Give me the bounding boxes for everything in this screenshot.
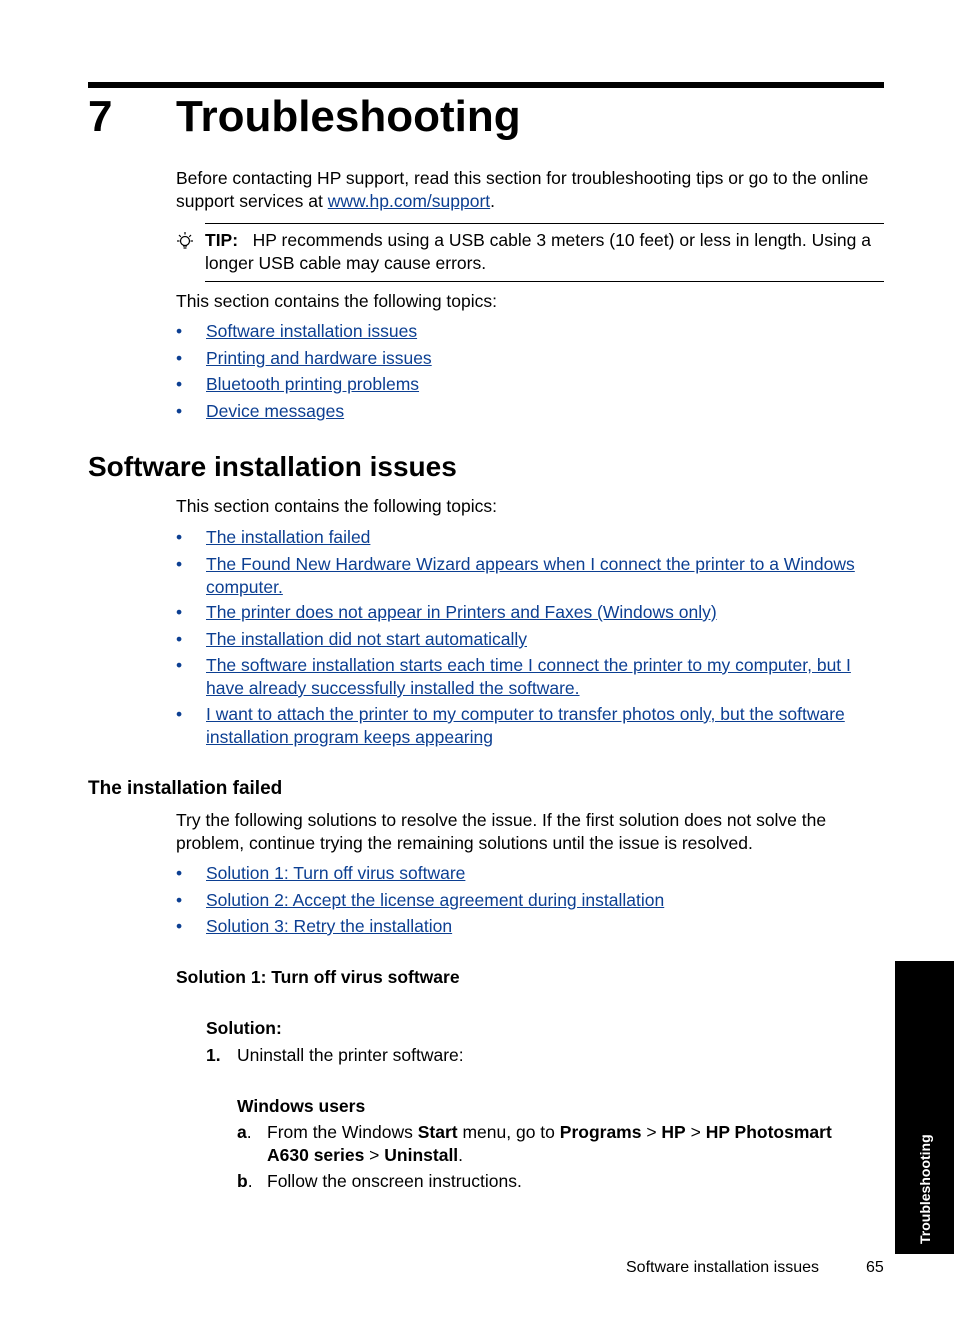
- substep-a-label: a.: [237, 1122, 252, 1142]
- list-item: • The Found New Hardware Wizard appears when I connect the printer to a Windows computer.: [176, 554, 855, 597]
- list-item: • Software installation issues: [176, 321, 418, 341]
- section-intro: This section contains the following topics:: [176, 496, 497, 516]
- topic-link-bluetooth[interactable]: Bluetooth printing problems: [206, 374, 420, 394]
- tip-label: TIP:: [205, 230, 239, 250]
- list-item: • Device messages: [176, 401, 345, 421]
- issue-link-starts-each-time[interactable]: The software installation starts each time I connect the printer to my computer, but I have already successfully installed the software.: [206, 655, 851, 698]
- chapter-rule: [88, 82, 884, 88]
- footer-section: Software installation issues: [626, 1259, 819, 1276]
- chapter-number: 7: [88, 92, 113, 141]
- step-number: 1.: [206, 1045, 221, 1065]
- list-item: • Printing and hardware issues: [176, 348, 432, 368]
- list-item: • Solution 2: Accept the license agreement during installation: [176, 890, 665, 910]
- substep-b-label: b.: [237, 1171, 253, 1191]
- chapter-title: Troubleshooting: [176, 92, 521, 141]
- intro-paragraph: Before contacting HP support, read this section for troubleshooting tips or go to the online support services at www.hp.com/support.: [176, 168, 869, 211]
- substep-b-text: Follow the onscreen instructions.: [267, 1171, 522, 1191]
- windows-users-heading: Windows users: [237, 1096, 366, 1116]
- chapter-side-tab: [895, 961, 954, 1254]
- tip-bottom-rule: [205, 281, 884, 282]
- intro-text: Before contacting HP support, read this section for troubleshooting tips or go to the online support services at: [176, 168, 869, 211]
- list-item: • Bluetooth printing problems: [176, 374, 420, 394]
- step-text: Uninstall the printer software:: [237, 1045, 464, 1065]
- list-item: • Solution 3: Retry the installation: [176, 916, 453, 936]
- section-heading: Software installation issues: [88, 451, 457, 482]
- support-link[interactable]: www.hp.com/support: [327, 191, 491, 211]
- subsection-heading: The installation failed: [88, 778, 283, 799]
- solution-link-1[interactable]: Solution 1: Turn off virus software: [206, 863, 466, 883]
- substep-a-text: From the Windows Start menu, go to Programs > HP > HP Photosmart A630 series > Uninstall.: [267, 1122, 832, 1165]
- list-item: • The installation did not start automatically: [176, 629, 527, 649]
- side-tab-label: Troubleshooting: [916, 1134, 933, 1244]
- solution-link-2[interactable]: Solution 2: Accept the license agreement during installation: [206, 890, 665, 910]
- solution-heading: Solution 1: Turn off virus software: [176, 967, 460, 987]
- topic-link-printing[interactable]: Printing and hardware issues: [206, 348, 432, 368]
- list-item: • The installation failed: [176, 527, 371, 547]
- list-item: • I want to attach the printer to my computer to transfer photos only, but the software installation program keeps appearing: [176, 704, 845, 747]
- topic-link-device-messages[interactable]: Device messages: [206, 401, 345, 421]
- topic-link-software[interactable]: Software installation issues: [206, 321, 418, 341]
- solution-label: Solution:: [206, 1018, 282, 1038]
- issue-link-found-new-hardware[interactable]: The Found New Hardware Wizard appears when I connect the printer to a Windows computer.: [206, 554, 855, 597]
- lightbulb-icon: [174, 231, 196, 253]
- topics-intro: This section contains the following topics:: [176, 291, 497, 311]
- page-number: 65: [866, 1259, 884, 1276]
- issue-link-not-start[interactable]: The installation did not start automatically: [206, 629, 527, 649]
- issue-link-transfer-photos[interactable]: I want to attach the printer to my computer to transfer photos only, but the software installation program keeps appearing: [206, 704, 845, 747]
- list-item: • Solution 1: Turn off virus software: [176, 863, 466, 883]
- tip-top-rule: [205, 223, 884, 224]
- install-failed-text: Try the following solutions to resolve the issue. If the first solution does not solve the problem, continue trying the remaining solutions until the issue is resolved.: [176, 810, 827, 853]
- solution-link-3[interactable]: Solution 3: Retry the installation: [206, 916, 453, 936]
- list-item: • The printer does not appear in Printers and Faxes (Windows only): [176, 602, 717, 622]
- issue-link-installation-failed[interactable]: The installation failed: [206, 527, 371, 547]
- tip-text: TIP: HP recommends using a USB cable 3 meters (10 feet) or less in length. Using a longer USB cable may cause errors.: [205, 230, 871, 273]
- issue-link-printers-faxes[interactable]: The printer does not appear in Printers and Faxes (Windows only): [206, 602, 717, 622]
- list-item: • The software installation starts each time I connect the printer to my computer, but I have already successfully installed the software.: [176, 655, 851, 698]
